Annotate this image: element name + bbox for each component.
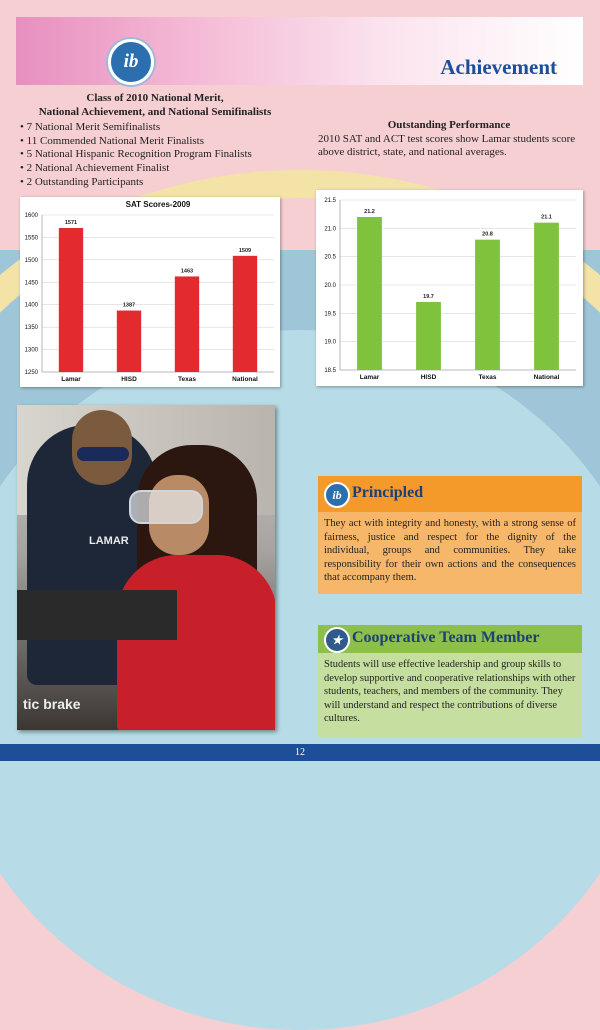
- principled-body: They act with integrity and honesty, with a strong sense of fairness, justice and respect for the dignity of the individual, groups and communities. They take responsibility for their own actions and the consequences that accompany them.: [324, 518, 576, 584]
- list-item: • 7 National Merit Semifinalists: [20, 121, 290, 135]
- bar: [357, 217, 382, 370]
- ib-logo: ib: [108, 39, 154, 85]
- bar: [59, 228, 83, 372]
- cooperative-card: [318, 625, 582, 737]
- y-tick-label: 19.0: [324, 339, 336, 346]
- y-tick-label: 1400: [24, 302, 38, 309]
- y-tick-label: 1250: [24, 370, 38, 376]
- merit-list-block: [20, 92, 290, 189]
- y-tick-label: 1350: [24, 325, 38, 332]
- ib-icon: ib: [324, 482, 350, 508]
- page-title: Achievement: [440, 55, 557, 79]
- bar: [175, 276, 199, 372]
- list-item: • 2 Outstanding Participants: [20, 176, 290, 190]
- merit-heading-line1: Class of 2010 National Merit,: [86, 92, 224, 104]
- performance-block: [318, 119, 580, 160]
- x-tick-label: Lamar: [61, 376, 81, 383]
- y-tick-label: 1600: [24, 213, 38, 219]
- y-tick-label: 1550: [24, 235, 38, 242]
- x-tick-label: HISD: [121, 376, 137, 383]
- list-item: • 5 National Hispanic Recognition Program Finalists: [20, 148, 290, 162]
- sat-chart: [20, 197, 280, 387]
- principled-title: Principled: [352, 484, 424, 501]
- page-header: [16, 17, 583, 85]
- sat-chart-svg: [20, 197, 280, 387]
- merit-heading-line2: National Achievement, and National Semifinalists: [38, 105, 272, 118]
- y-tick-label: 21.0: [324, 226, 336, 233]
- page-number: 12: [295, 747, 305, 758]
- list-item: • 11 Commended National Merit Finalists: [20, 135, 290, 149]
- y-tick-label: 21.5: [324, 198, 336, 204]
- cooperative-header: [318, 625, 582, 653]
- bar: [475, 240, 500, 370]
- data-label: 1571: [64, 220, 78, 227]
- data-label: 1463: [180, 268, 194, 275]
- shirt-text: LAMAR: [89, 535, 129, 547]
- data-label: 1509: [238, 247, 252, 254]
- data-label: 21.1: [541, 214, 552, 221]
- x-tick-label: National: [533, 374, 560, 381]
- act-chart: [316, 190, 583, 386]
- x-tick-label: National: [232, 376, 258, 383]
- cooperative-body: Students will use effective leadership and group skills to develop supportive and cooperative relationships with other students, teachers, and members of the community. They will understand and respect the contributions of diverse cultures.: [324, 659, 576, 725]
- bar: [534, 223, 559, 370]
- y-tick-label: 1500: [24, 257, 38, 264]
- cooperative-title: Cooperative Team Member: [352, 629, 540, 646]
- y-tick-label: 1450: [24, 280, 38, 287]
- performance-heading: Outstanding Performance: [387, 119, 511, 131]
- machine-label: tic brake: [23, 696, 81, 712]
- y-tick-label: 19.5: [324, 311, 336, 318]
- data-label: 20.8: [482, 231, 493, 238]
- y-tick-label: 20.5: [324, 254, 336, 261]
- performance-text: 2010 SAT and ACT test scores show Lamar students score above district, state, and national averages.: [318, 132, 576, 159]
- list-item: • 2 National Achievement Finalist: [20, 162, 290, 176]
- data-label: 19.7: [423, 294, 434, 300]
- star-icon: ★: [324, 627, 350, 653]
- y-tick-label: 18.5: [324, 368, 336, 374]
- principled-card: [318, 476, 582, 594]
- x-tick-label: Texas: [478, 374, 497, 381]
- x-tick-label: HISD: [420, 374, 437, 381]
- x-tick-label: Lamar: [359, 374, 380, 381]
- merit-list: [20, 121, 290, 189]
- chart-title: SAT Scores-2009: [125, 200, 191, 209]
- data-label: 21.2: [364, 209, 375, 215]
- bar: [233, 256, 257, 372]
- students-photo: [17, 405, 275, 730]
- page-footer: [0, 744, 600, 761]
- y-tick-label: 20.0: [324, 283, 336, 289]
- bar: [117, 311, 141, 372]
- data-label: 1387: [122, 302, 136, 309]
- bar: [416, 302, 441, 370]
- x-tick-label: Texas: [178, 376, 196, 383]
- principled-header: [318, 476, 582, 512]
- y-tick-label: 1300: [24, 347, 38, 354]
- act-chart-svg: [316, 190, 583, 386]
